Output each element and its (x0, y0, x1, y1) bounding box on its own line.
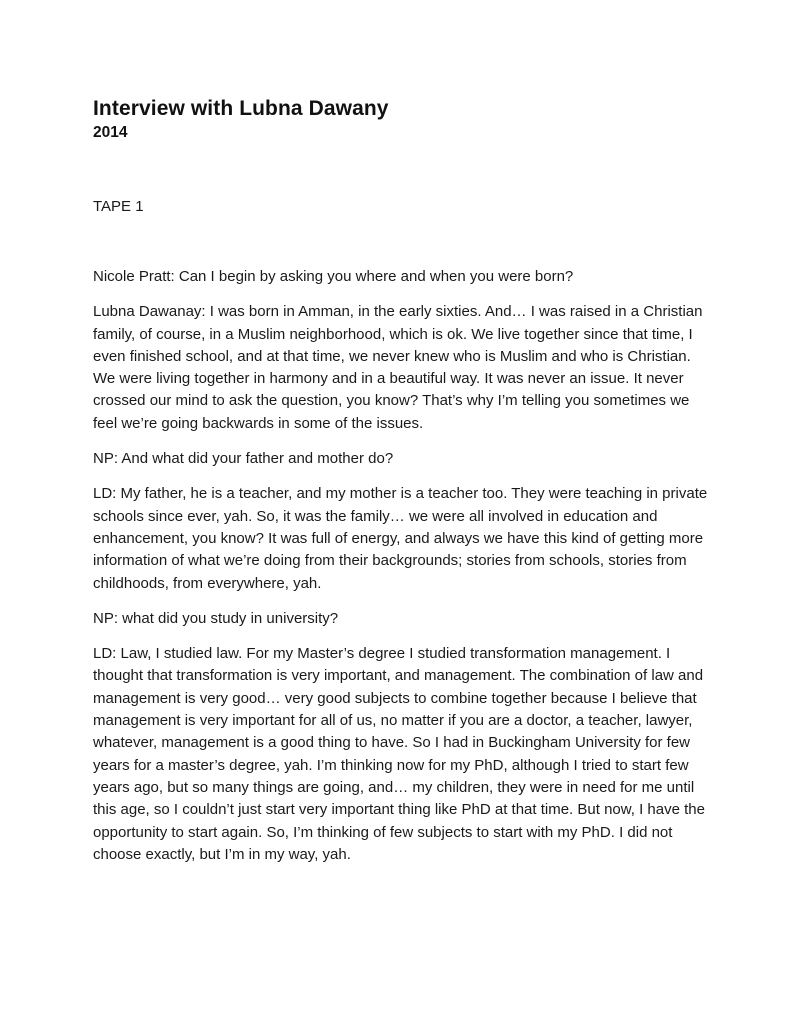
document-title: Interview with Lubna Dawany (93, 97, 389, 120)
transcript-paragraph-question: Nicole Pratt: Can I begin by asking you where and when you were born? (93, 268, 574, 285)
transcript-paragraph-answer: LD: My father, he is a teacher, and my mother is a teacher too. They were teaching in private schools since ever, yah. So, it was the family… we were all involved in education and enhancement, you know? It was full of energy, and always we have this kind of getting more information of what we’re doing from their backgrounds; stories from schools, stories from childhoods, from everywhere, yah. (93, 485, 708, 592)
transcript-paragraph-question: NP: And what did your father and mother do? (93, 450, 394, 468)
tape-label: TAPE 1 (93, 198, 144, 215)
document-year: 2014 (93, 124, 128, 141)
transcript-paragraph-question: NP: what did you study in university? (93, 609, 339, 627)
transcript-paragraph-answer: LD: Law, I studied law. For my Master’s degree I studied transformation management. I thought that transformation is very important, and management. The combination of law and management is very good… very good subjects to combine together because I believe that management is very important for all of us, no matter if you are a doctor, a teacher, lawyer, whatever, management is a good thing to have. So I had in Buckingham University for few years for a master’s degree, yah. I’m thinking now for my PhD, although I tried to start few years ago, but so many things are going, and… my children, they were in need for me until this age, so I couldn’t just start very important thing like PhD at that time. But now, I have the opportunity to start again. So, I’m thinking of few subjects to start with my PhD. I did not choose exactly, but I’m in my way, yah. (93, 645, 705, 863)
transcript (93, 266, 709, 866)
transcript-paragraph-answer: Lubna Dawanay: I was born in Amman, in the early sixties. And… I was raised in a Christian family, of course, in a Muslim neighborhood, which is ok. We live together since that time, I even finished school, and at that time, we never knew who is Muslim and who is Christian. We were living together in harmony and in a beautiful way. It was never an issue. It never crossed our mind to ask the question, you know? That’s why I’m telling you sometimes we feel we’re going backwards in some of the issues. (93, 303, 703, 432)
